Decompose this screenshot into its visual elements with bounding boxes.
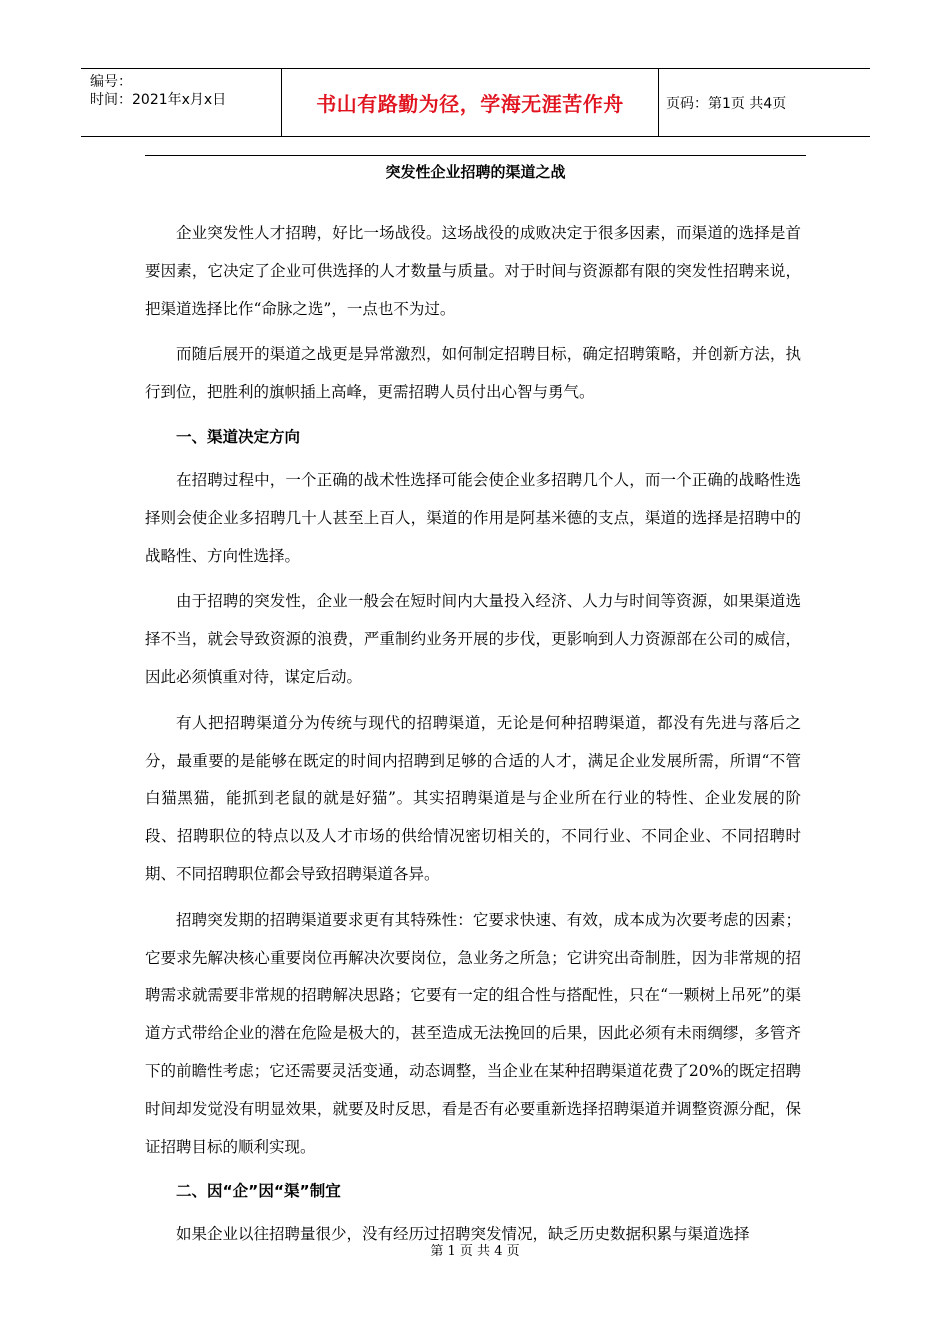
header-page-cell	[658, 69, 870, 136]
paragraph: 有人把招聘渠道分为传统与现代的招聘渠道，无论是何种招聘渠道，都没有先进与落后之分，最重要的是能够在既定的时间内招聘到足够的合适的人才，满足企业发展所需，所谓“不管白猫黑猫，能抓到老鼠的就是好猫”。其实招聘渠道是与企业所在行业的特性、企业发展的阶段、招聘职位的特点以及人才市场的供给情况密切相关的，不同行业、不同企业、不同招聘时期、不同招聘职位都会导致招聘渠道各异。	[145, 713, 801, 883]
page-footer: 第 1 页 共 4 页	[430, 1244, 520, 1259]
section-heading-2: 二、因“企”因“渠”制宜	[176, 1182, 341, 1201]
section-heading-1: 一、渠道决定方向	[176, 427, 301, 446]
document-date: 时间：2021年x月x日	[90, 92, 227, 108]
title-divider	[145, 155, 806, 156]
document-title: 突发性企业招聘的渠道之战	[385, 163, 566, 181]
header-meta-cell	[81, 69, 281, 136]
document-code-label: 编号：	[90, 74, 132, 90]
paragraph: 企业突发性人才招聘，好比一场战役。这场战役的成败决定于很多因素，而渠道的选择是首要因素，它决定了企业可供选择的人才数量与质量。对于时间与资源都有限的突发性招聘来说，把渠道选择比作“命脉之选”，一点也不为过。	[145, 224, 801, 318]
page-header	[81, 68, 870, 137]
document-body	[145, 215, 801, 1254]
paragraph: 在招聘过程中，一个正确的战术性选择可能会使企业多招聘几个人，而一个正确的战略性选择则会使企业多招聘几十人甚至上百人，渠道的作用是阿基米德的支点，渠道的选择是招聘中的战略性、方向性选择。	[145, 470, 801, 565]
paragraph: 而随后展开的渠道之战更是异常激烈，如何制定招聘目标，确定招聘策略，并创新方法，执行到位，把胜利的旗帜插上高峰，更需招聘人员付出心智与勇气。	[145, 345, 801, 402]
header-motto-cell	[281, 69, 659, 136]
paragraph: 招聘突发期的招聘渠道要求更有其特殊性：它要求快速、有效，成本成为次要考虑的因素；它要求先解决核心重要岗位再解决次要岗位，急业务之所急；它讲究出奇制胜，因为非常规的招聘需求就需要非常规的招聘解决思路；它要有一定的组合性与搭配性，只在“一颗树上吊死”的渠道方式带给企业的潜在危险是极大的，甚至造成无法挽回的后果，因此必须有未雨绸缪，多管齐下的前瞻性考虑；它还需要灵活变通，动态调整，当企业在某种招聘渠道花费了20%的既定招聘时间却发觉没有明显效果，就要及时反思，看是否有必要重新选择招聘渠道并调整资源分配，保证招聘目标的顺利实现。	[145, 910, 801, 1156]
header-page-code: 页码：第1页 共4页	[666, 95, 787, 112]
paragraph: 由于招聘的突发性，企业一般会在短时间内大量投入经济、人力与时间等资源，如果渠道选择不当，就会导致资源的浪费，严重制约业务开展的步伐，更影响到人力资源部在公司的威信，因此必须慎重对待，谋定后动。	[145, 592, 801, 686]
paragraph: 如果企业以往招聘量很少，没有经历过招聘突发情况，缺乏历史数据积累与渠道选择	[176, 1225, 750, 1244]
header-motto: 书山有路勤为径，学海无涯苦作舟	[316, 92, 624, 116]
